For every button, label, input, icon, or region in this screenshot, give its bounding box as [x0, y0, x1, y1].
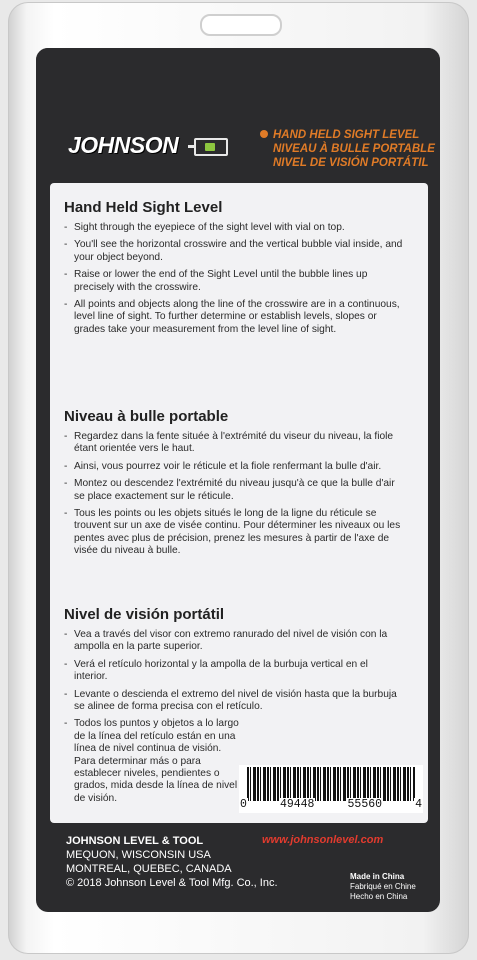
instruction-item: - All points and objects along the line of the crosswire are in a continuous, level line of sight. To further determine or establish levels, slopes or grades take your measurement from the level line of sight. — [64, 299, 404, 336]
address-line: MEQUON, WISCONSIN USA — [66, 849, 211, 861]
instruction-item: - Vea a través del visor con extremo ranurado del nivel de visión con la ampolla en la parte superior. — [64, 629, 404, 654]
barcode-digits — [239, 798, 423, 811]
instruction-item: - Ainsi, vous pourrez voir le réticule et la fiole renfermant la bulle d'air. — [64, 461, 404, 473]
level-icon — [194, 138, 228, 156]
instruction-item: - Levante o descienda el extremo del nivel de visión hasta que la burbuja se alinee de forma precisa con el retículo. — [64, 689, 404, 714]
section-title: Nivel de visión portátil — [64, 606, 225, 623]
instruction-item: - Todos los puntos y objetos a lo largo de la línea del retículo están en una línea de nivel continua de visión. Para determinar más o para establecer niveles, pendientes o grados, mida desde la línea de nivel de visión. — [64, 718, 244, 805]
country-of-origin — [350, 872, 416, 902]
product-title — [260, 128, 435, 170]
barcode-digit: 49448 — [279, 798, 315, 811]
logo-text: JOHNSON — [68, 132, 179, 158]
barcode-digit: 4 — [415, 798, 422, 811]
barcode-digit: 0 — [240, 798, 247, 811]
barcode-digit: 55560 — [347, 798, 383, 811]
hang-hole — [200, 14, 282, 36]
origin-es: Hecho en China — [350, 892, 408, 901]
instruction-item: - Sight through the eyepiece of the sight level with vial on top. — [64, 222, 404, 234]
section-english — [64, 199, 404, 341]
website-url: www.johnsonlevel.com — [262, 834, 384, 846]
title-en: HAND HELD SIGHT LEVEL — [260, 128, 435, 142]
section-title: Hand Held Sight Level — [64, 199, 223, 216]
company-name: JOHNSON LEVEL & TOOL — [66, 835, 204, 847]
instruction-item: - Verá el retículo horizontal y la ampolla de la burbuja vertical en el interior. — [64, 659, 404, 684]
origin-fr: Fabriqué en Chine — [350, 882, 416, 891]
card-footer — [36, 828, 440, 912]
instructions-panel — [50, 183, 428, 823]
instruction-item: - You'll see the horizontal crosswire and the vertical bubble vial inside, and your object beyond. — [64, 239, 404, 264]
copyright: © 2018 Johnson Level & Tool Mfg. Co., Inc. — [66, 877, 278, 889]
section-title: Niveau à bulle portable — [64, 408, 229, 425]
instruction-item: - Tous les points ou les objets situés le long de la ligne du réticule se trouvent sur un axe de visée continu. Pour déterminer les niveaux ou les pentes avec plus de précision, prenez les mesures à partir de l'axe de visée du niveau à bulle. — [64, 508, 404, 558]
title-fr: NIVEAU À BULLE PORTABLE — [273, 143, 435, 155]
brand-logo — [68, 132, 258, 172]
title-es: NIVEL DE VISIÓN PORTÁTIL — [273, 157, 429, 169]
card-header — [36, 48, 440, 178]
section-french — [64, 408, 404, 563]
company-info — [66, 834, 278, 890]
address-line: MONTREAL, QUEBEC, CANADA — [66, 863, 232, 875]
instruction-item: - Raise or lower the end of the Sight Level until the bubble lines up precisely with the crosswire. — [64, 269, 404, 294]
instruction-item: - Regardez dans la fente située à l'extrémité du viseur du niveau, la fiole étant orientée vers le haut. — [64, 431, 404, 456]
barcode — [239, 765, 423, 813]
barcode-bars — [247, 767, 415, 801]
origin-en: Made in China — [350, 872, 405, 881]
backing-card — [36, 48, 440, 912]
instruction-item: - Montez ou descendez l'extrémité du niveau jusqu'à ce que la bulle d'air se place exactement sur le réticule. — [64, 478, 404, 503]
